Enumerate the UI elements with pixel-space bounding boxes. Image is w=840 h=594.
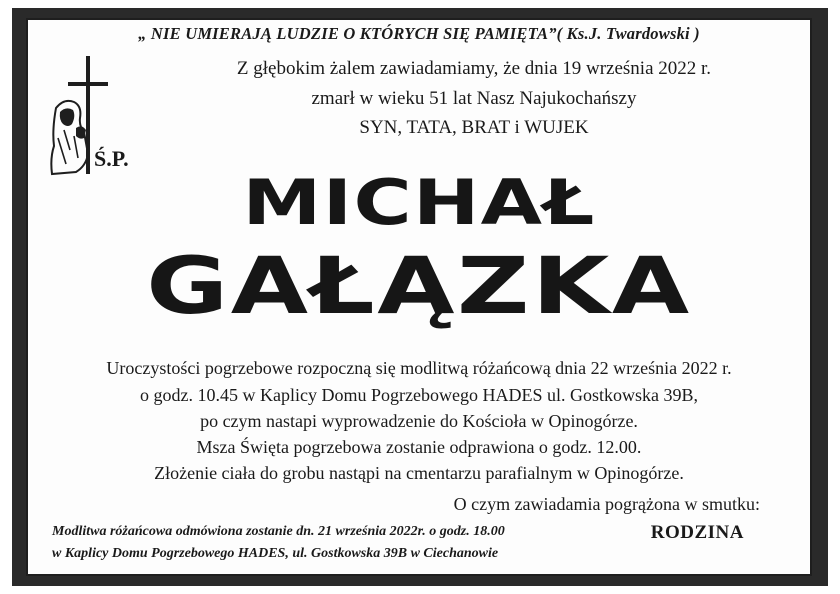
deceased-last-name: GAŁĄZKA [146, 242, 692, 332]
rosary-line-1: Modlitwa różańcowa odmówiona zostanie dn. 21 września 2022r. o godz. 18.00 [52, 524, 505, 539]
obituary-notice [26, 18, 812, 576]
deceased-first-name: MICHAŁ [242, 166, 596, 239]
ceremony-line-4: Msza Święta pogrzebowa zostanie odprawiona o godz. 12.00. [196, 437, 642, 457]
intro-line-3: SYN, TATA, BRAT i WUJEK [359, 117, 589, 138]
motto-quote: „ NIE UMIERAJĄ LUDZIE O KTÓRYCH SIĘ PAMIĘTA”( Ks.J. Twardowski ) [138, 24, 700, 43]
ceremony-line-3: po czym nastapi wyprowadzenie do Kościoła w Opinogórze. [200, 411, 638, 431]
intro-line-1: Z głębokim żalem zawiadamiamy, że dnia 19 września 2022 r. [236, 58, 712, 79]
intro-line-2: zmarł w wieku 51 lat Nasz Najukochańszy [311, 88, 637, 109]
family-signature: RODZINA [650, 522, 744, 543]
sorrow-line: O czym zawiadamia pogrążona w smutku: [453, 494, 760, 514]
sp-label: Ś.P. [94, 146, 129, 171]
rosary-line-2: w Kaplicy Domu Pogrzebowego HADES, ul. Gostkowska 39B w Ciechanowie [52, 546, 499, 561]
ceremony-line-1: Uroczystości pogrzebowe rozpoczną się modlitwą różańcową dnia 22 września 2022 r. [106, 358, 732, 378]
ceremony-line-2: o godz. 10.45 w Kaplicy Domu Pogrzebowego HADES ul. Gostkowska 39B, [140, 385, 698, 405]
ceremony-line-5: Złożenie ciała do grobu nastąpi na cmentarzu parafialnym w Opinogórze. [154, 463, 684, 483]
